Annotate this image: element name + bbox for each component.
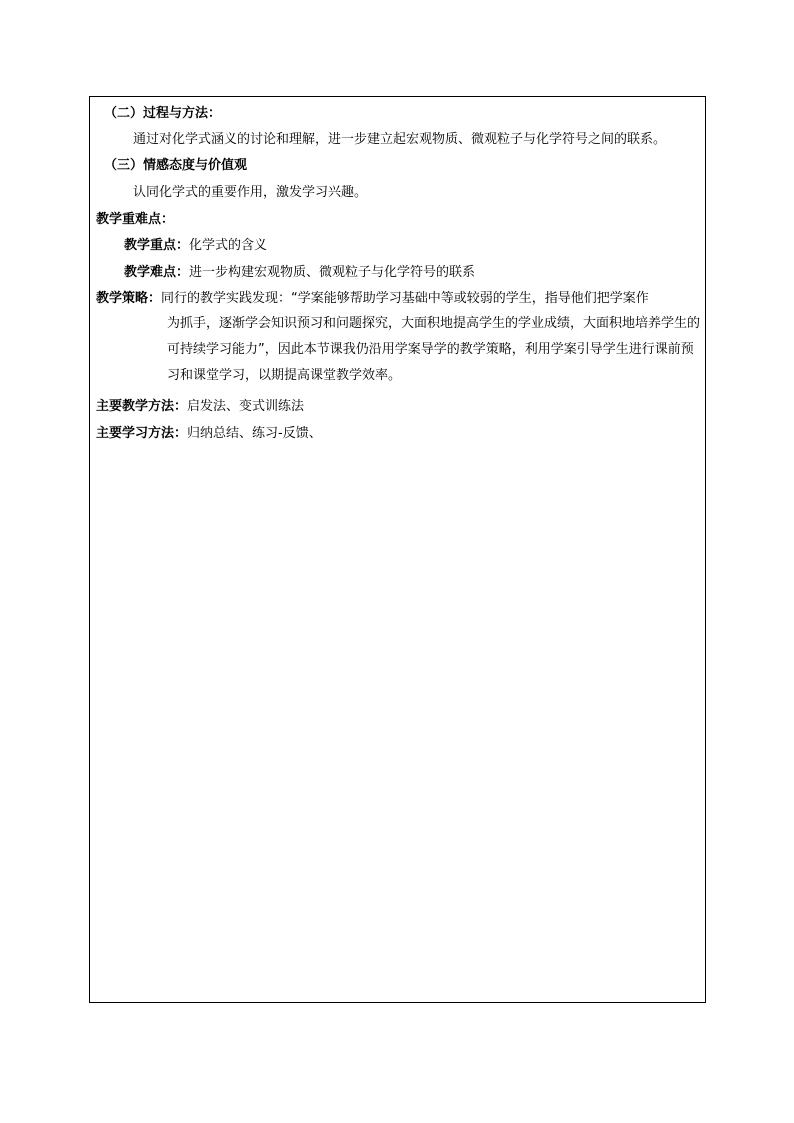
learning-methods-label: 主要学习方法： [96,426,188,441]
difficulty-text: 进一步构建宏观物质、微观粒子与化学符号的联系 [189,265,476,280]
focus-text: 化学式的含义 [189,238,268,253]
section3-heading: （三）情感态度与价值观 [104,158,248,173]
section2-heading: （二）过程与方法： [104,106,222,121]
teaching-methods-text: 启发法、变式训练法 [187,399,305,414]
learning-methods-row [96,425,322,443]
section3-text: 认同化学式的重要作用，激发学习兴趣。 [133,185,368,200]
strategy-row [96,290,649,308]
learning-methods-text: 归纳总结、练习-反馈、 [187,426,322,441]
strategy-text-rest: 为抓手，逐渐学会知识预习和问题探究，大面积地提高学生的学业成绩，大面积地培养学生的可持续学习能力”，因此本节课我仍沿用学案导学的教学策略，利用学案引导学生进行课前预习和课堂学习，以期提高课堂教学效率。 [167,316,701,383]
key-points-heading: 教学重难点： [96,212,175,227]
section2-text: 通过对化学式涵义的讨论和理解，进一步建立起宏观物质、微观粒子与化学符号之间的联系。 [133,132,667,147]
document-frame [89,96,706,1003]
difficulty-label: 教学难点： [124,265,190,280]
teaching-methods-label: 主要教学方法： [96,399,188,414]
focus-label: 教学重点： [124,238,190,253]
strategy-label: 教学策略： [96,291,162,306]
teaching-methods-row [96,398,304,416]
strategy-text-line1: 同行的教学实践发现：“学案能够帮助学习基础中等或较弱的学生，指导他们把学案作 [161,291,649,306]
difficulty-row [124,264,475,282]
focus-row [124,237,267,255]
